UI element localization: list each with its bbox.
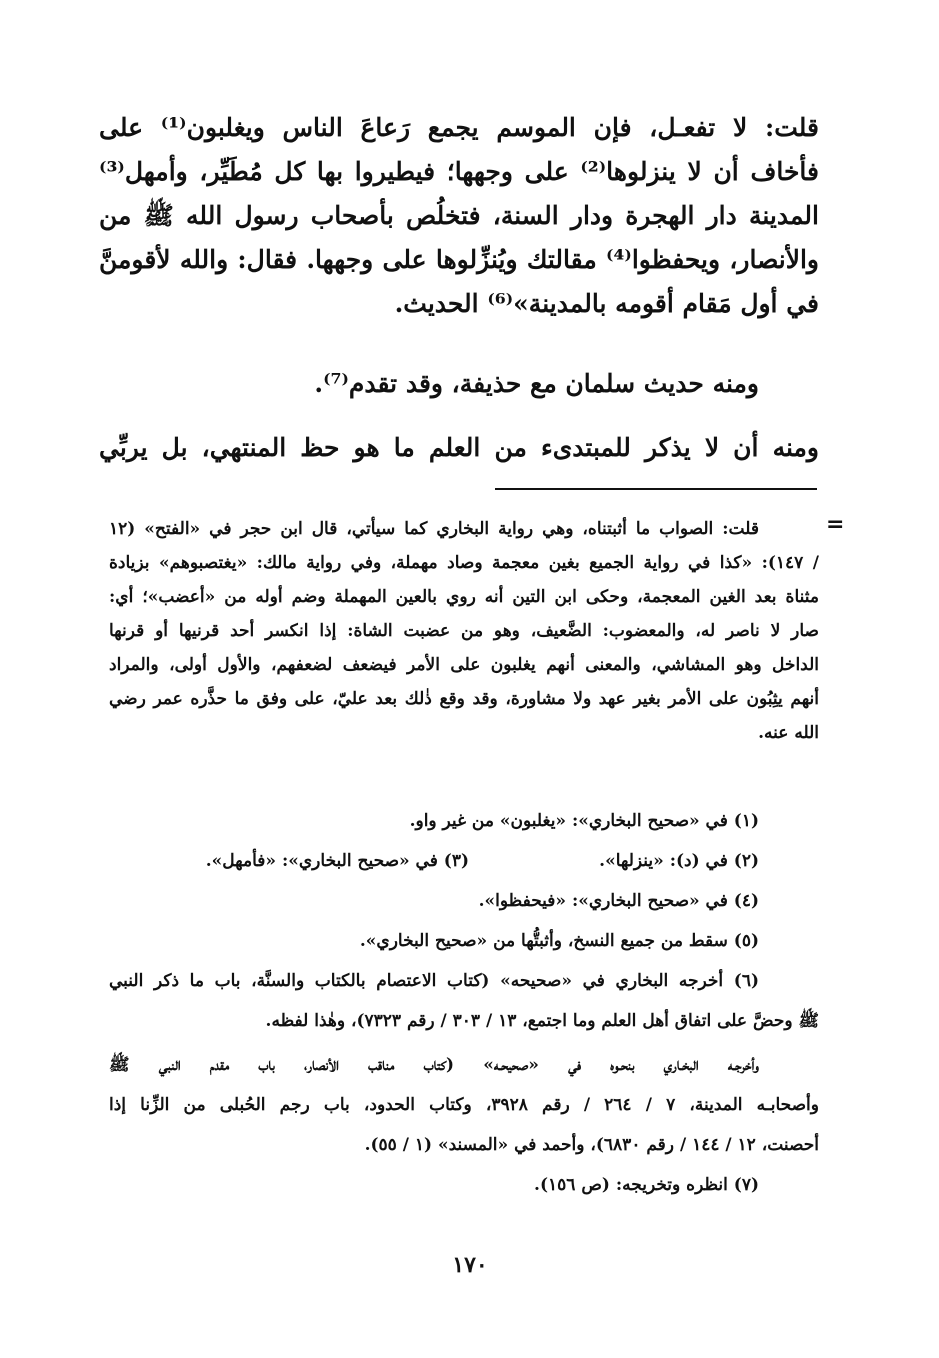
footnote-2: (٢) في (د): «ينزلها». (599, 851, 759, 871)
continued-note-line-7: الله عنه. (758, 723, 819, 743)
footnote-7: (٧) انظره وتخريجه: (ص ١٥٦). (534, 1175, 759, 1195)
continued-note-line-3: مثناة بعد الغين المعجمة، وحكى ابن التين أنه روي بالعين المهملة وضم أوله من «أعضب»؛ أي: (109, 587, 819, 607)
continued-note-line-5: الداخل وهو المشاشي، والمعنى أنهم يغلبون على الأمر فيضعف لضعفهم، والأول أولى، والمراد (109, 655, 819, 675)
continued-note-line-6: أنهم يثِبُون على الأمر بغير عهد ولا مشاورة، وقد وقع ذٰلك بعد عليّ، على وفق ما حذَّره عمر رضي (109, 689, 819, 709)
footnote-6-line-4: وأصحابـه المدينة، ٧ / ٢٦٤ / رقم ٣٩٢٨، وكتاب الحدود، باب رجم الحُبلى من الزِّنا إذا (109, 1095, 819, 1115)
main-text-line-4: والأنصار، ويحفظوا⁽⁴⁾ مقالتك ويُنزِّلوها على وجهها. فقال: والله لأقومنَّ (99, 245, 819, 274)
footnote-6-line-1: (٦) أخرجه البخاري في «صحيحه» (كتاب الاعتصام بالكتاب والسنَّة، باب ما ذكر النبي (109, 971, 759, 991)
continuation-mark: = (826, 512, 845, 537)
footnote-4: (٤) في «صحيح البخاري»: «فيحفظوا». (478, 891, 759, 911)
main-text-line-5: في أول مَقام أقومه بالمدينة»⁽⁶⁾ الحديث. (394, 289, 819, 318)
main-text-line-1: قلت: لا تفعـل، فإن الموسم يجمع رَعاعَ الناس ويغلبون⁽¹⁾ على (99, 113, 819, 142)
paragraph-salman: ومنه حديث سلمان مع حذيفة، وقد تقدم⁽⁷⁾. (314, 369, 759, 398)
footnote-6-line-5: أحصنت، ١٢ / ١٤٤ / رقم ٦٨٣٠)، وأحمد في «المسند» (١ / ٥٥). (364, 1135, 819, 1155)
continued-note-line-1: قلت: الصواب ما أثبتناه، وهي رواية البخاري كما سيأتي، قال ابن حجر في «الفتح» (١٢ (109, 519, 759, 539)
footnotes-2-3 (59, 846, 759, 876)
footnote-5: (٥) سقط من جميع النسخ، وأثبتُّها من «صحيح البخاري». (359, 931, 759, 951)
footnote-separator (495, 488, 817, 490)
page-number: ١٧٠ (452, 1252, 488, 1278)
footnote-3: (٣) في «صحيح البخاري»: «فأمهل». (205, 851, 469, 871)
main-text-line-3: المدينة دار الهجرة ودار السنة، فتخلُص بأصحاب رسول الله ﷺ من (99, 201, 819, 230)
continued-note-line-2: / ١٤٧): «كذا في رواية الجميع بغين معجمة وصاد مهملة، وفي رواية مالك: «يغتصبوهم» بزيادة (109, 553, 819, 573)
continued-note-line-4: صار لا ناصر له، والمعضوب: الضَّعيف، وهو من عضبت الشاة: إذا انكسر أحد قرنيها أو قرنها (109, 621, 819, 641)
main-text-line-2: فأخاف أن لا ينزلوها⁽²⁾ على وجهها؛ فيطيروا بها كل مُطَيِّر، وأمهل⁽³⁾ (99, 157, 819, 186)
footnote-6-line-3: وأخرجـه البخـاري بنحـوه في «صحيحـه» (كتاب مناقب الأنصار، باب مقدم النبي ﷺ (109, 1055, 759, 1075)
paragraph-teaching: ومنه أن لا يذكر للمبتدىء من العلم ما هو حظ المنتهي، بل يربِّي (99, 433, 819, 462)
footnote-6-line-2: ﷺ وحضَّ على اتفاق أهل العلم وما اجتمع، ١٣ / ٣٠٣ / رقم ٧٣٢٣)، وهٰذا لفظه. (265, 1011, 819, 1031)
footnote-1: (١) في «صحيح البخاري»: «يغلبون» من غير واو. (409, 811, 759, 831)
